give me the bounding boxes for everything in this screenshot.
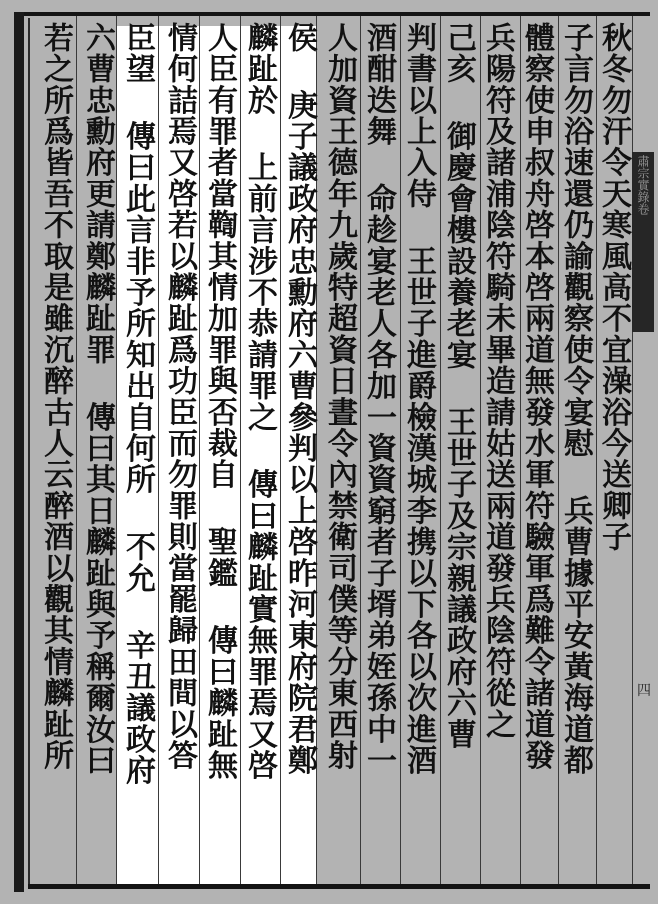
text-column-7: 酒酣迭舞 命趁宴老人各加一資資窮者子壻弟姪孫中一 [361,22,396,776]
text-column-3: 體察使申叔舟啓本啓兩道無發水軍符驗軍爲難令諸道發 [519,22,554,771]
margin-title: 肅宗實錄卷 [636,155,650,215]
text-column-6: 判書以上入侍 王世子進爵檢漢城李携以下各以次進酒 [401,22,436,776]
top-border [14,12,650,16]
text-column-1: 秋冬勿汗令天寒風高不宜澡浴今送卿子 [596,22,631,553]
text-column-10: 麟趾於 上前言涉不恭請罪之 傳曰麟趾實無罪焉又啓 [242,22,277,781]
text-column-11: 人臣有罪者當鞫其情加罪與否裁自 聖鑑 傳曰麟趾無 [202,22,237,781]
text-column-2: 子言勿浴速還仍諭觀察使令宴慰 兵曹據平安黃海道都 [558,22,593,776]
left-border [14,12,24,892]
bottom-border [28,884,650,889]
text-column-13: 臣望 傳曰此言非予所知出自何所 不允 辛丑議政府 [120,22,155,786]
text-column-4: 兵陽符及諸浦陰符騎未畢造請姑送兩道發兵陰符從之 [480,22,515,740]
text-column-9: 侯 庚子議政府忠勳府六曹參判以上啓昨河東府院君鄭 [282,22,317,776]
left-inner-border [28,18,30,884]
text-column-5: 己亥 御慶會樓設養老宴 王世子及宗親議政府六曹 [441,22,476,750]
text-column-12: 情何詰焉又啓若以麟趾爲功臣而勿罪則當罷歸田間以答 [162,22,197,771]
page-marker: 四 [637,683,651,699]
text-column-15: 若之所爲皆吾不取是雖沉醉古人云醉酒以觀其情麟趾所 [38,22,73,771]
text-column-8: 人加資王德年九歲特超資日晝令內禁衛司僕等分東西射 [322,22,357,771]
text-column-14: 六曹忠勳府更請鄭麟趾罪 傳曰其日麟趾與予稱爾汝曰 [80,22,115,776]
